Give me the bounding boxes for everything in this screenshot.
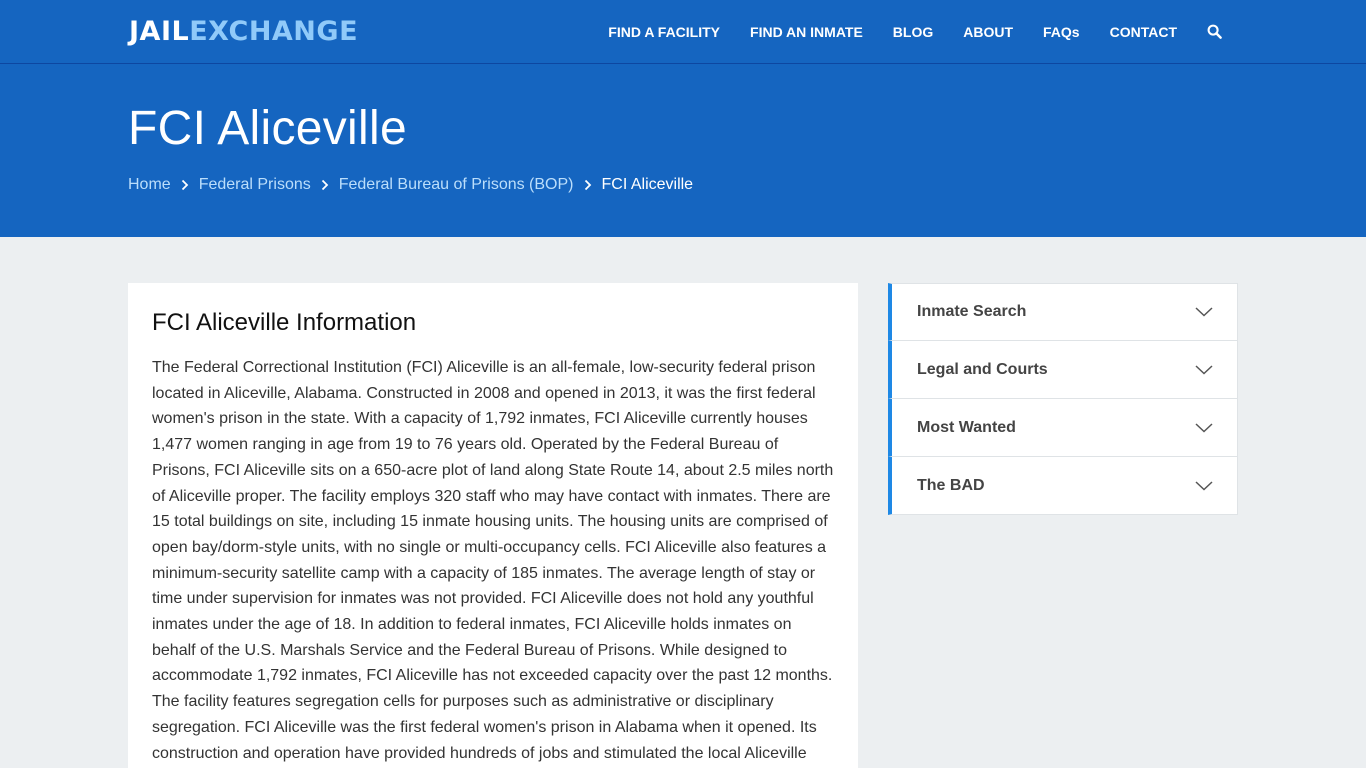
info-body-text: The Federal Correctional Institution (FCI) Aliceville is an all-female, low-security federal prison located in Aliceville, Alabama. Constructed in 2008 and opened in 2013, it was the first federal women's prison in the state. With a capacity of 1,792 inmates, FCI Aliceville currently houses 1,477 women ranging in age from 19 to 76 years old. Operated by the Federal Bureau of Prisons, FCI Aliceville sits on a 650-acre plot of land along State Route 14, about 2.5 miles north of Aliceville proper. The facility employs 320 staff who may have contact with inmates. There are 15 total buildings on site, including 15 inmate housing units. The housing units are comprised of open bay/dorm-style units, with no single or multi-occupancy cells. FCI Aliceville also features a minimum-security satellite camp with a capacity of 185 inmates. The average length of stay or time under supervision for inmates was not provided. FCI Aliceville does not hold any youthful inmates under the age of 18. In addition to federal inmates, FCI Aliceville holds inmates on behalf of the U.S. Marshals Service and the Federal Bureau of Prisons. While designed to accommodate 1,792 inmates, FCI Aliceville has not exceeded capacity over the past 12 months. The facility features segregation cells for purposes such as administrative or disciplinary segregation. FCI Aliceville was the first federal women's prison in Alabama when it opened. Its construction and operation have provided hundreds of jobs and stimulated the local Aliceville [152,359,834,762]
nav-blog[interactable]: BLOG [892,24,934,40]
top-navbar [0,0,1366,64]
page-title: FCI Aliceville [128,102,407,155]
accordion-label: Most Wanted [917,418,1016,436]
breadcrumb [128,175,693,195]
chevron-down-icon [1195,365,1213,375]
accordion-legal-and-courts[interactable] [888,341,1238,399]
sidebar-accordion [888,283,1238,515]
logo-jail-text: JAIL [129,16,190,47]
nav-find-an-inmate[interactable]: FIND AN INMATE [750,24,863,40]
info-heading: FCI Aliceville Information [152,309,417,336]
breadcrumb-federal-prisons[interactable]: Federal Prisons [198,176,311,193]
accordion-label: Inmate Search [917,303,1027,320]
search-icon [1207,24,1222,39]
chevron-right-icon [584,179,592,191]
chevron-right-icon [321,179,329,191]
search-button[interactable] [1207,24,1223,40]
breadcrumb-current: FCI Aliceville [601,176,694,193]
accordion-most-wanted[interactable] [888,399,1238,457]
chevron-right-icon [181,179,189,191]
nav-about[interactable]: ABOUT [963,24,1014,40]
nav-contact[interactable]: CONTACT [1109,24,1177,40]
facility-info-card [128,283,858,768]
accordion-the-bad[interactable] [888,457,1238,515]
chevron-down-icon [1195,481,1213,491]
breadcrumb-home[interactable]: Home [128,176,171,193]
accordion-label: Legal and Courts [917,360,1048,378]
page-hero [0,64,1366,237]
nav-find-a-facility[interactable]: FIND A FACILITY [608,24,721,40]
accordion-inmate-search[interactable] [888,283,1238,341]
site-logo[interactable] [129,16,358,48]
logo-exchange-text: EXCHANGE [189,16,359,47]
chevron-down-icon [1195,423,1213,433]
breadcrumb-bop[interactable]: Federal Bureau of Prisons (BOP) [338,176,574,193]
main-nav [578,0,1223,64]
accordion-label: The BAD [917,476,985,494]
nav-faqs[interactable]: FAQs [1043,24,1080,40]
chevron-down-icon [1195,307,1213,317]
